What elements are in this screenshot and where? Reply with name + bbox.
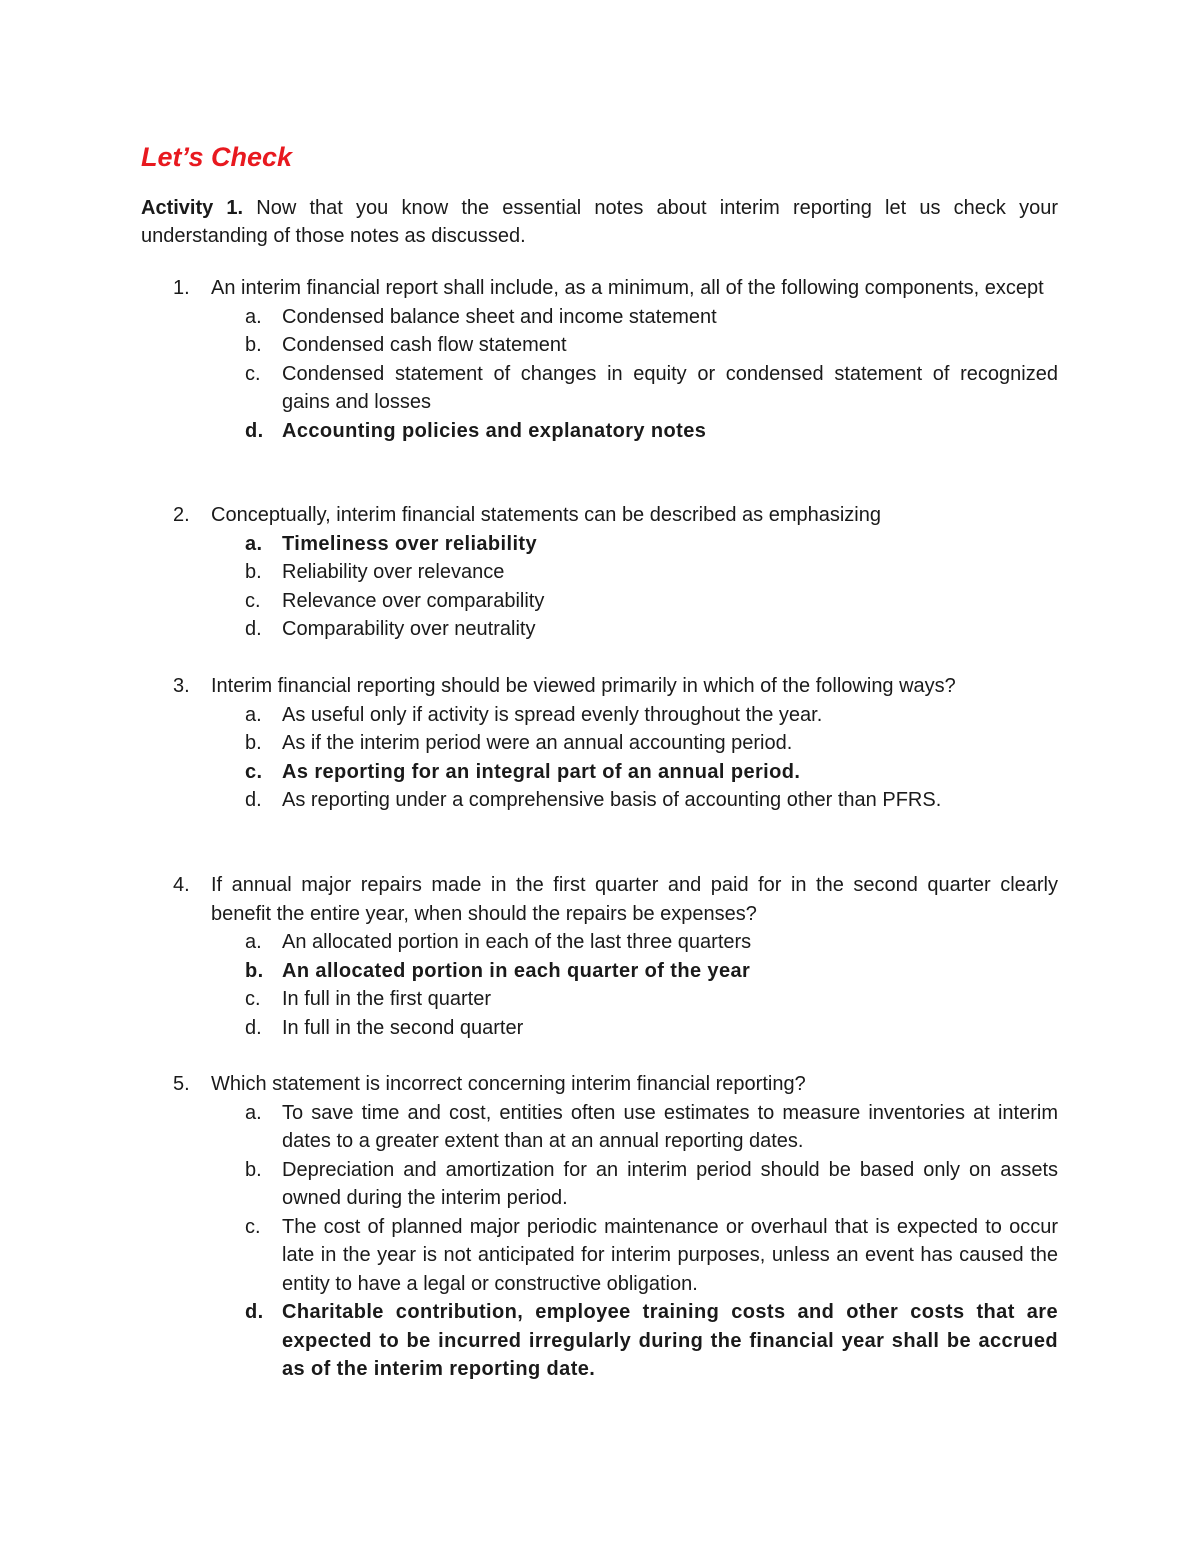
option-text: Timeliness over reliability (282, 532, 537, 555)
option-label: a. (245, 532, 263, 555)
option-label: b. (245, 561, 262, 583)
option-c (245, 985, 1058, 1014)
question-stem (141, 672, 1058, 701)
option-label: b. (245, 1158, 262, 1181)
option-c-answer (245, 758, 1058, 787)
option-label: c. (245, 760, 263, 783)
question-text: An interim financial report shall include, as a minimum, all of the following components, except (211, 277, 1044, 299)
question-stem (141, 501, 1058, 530)
option-label: a. (245, 1101, 262, 1124)
question-number: 4. (173, 874, 190, 896)
option-text: An allocated portion in each of the last three quarters (282, 931, 752, 953)
option-label: d. (245, 789, 262, 811)
option-b (245, 1156, 1058, 1213)
option-b (245, 558, 1058, 587)
option-text: Comparability over neutrality (282, 618, 536, 640)
option-text: Accounting policies and explanatory notes (282, 419, 707, 442)
question-3 (141, 672, 1058, 815)
option-label: d. (245, 1301, 264, 1323)
question-text: Which statement is incorrect concerning interim financial reporting? (211, 1073, 806, 1095)
option-d-answer (245, 1298, 1058, 1384)
option-text: As reporting under a comprehensive basis of accounting other than PFRS. (282, 789, 942, 811)
option-a-answer (245, 530, 1058, 559)
option-label: b. (245, 959, 264, 982)
option-c (245, 1213, 1058, 1299)
option-label: b. (245, 732, 262, 754)
option-d (245, 1014, 1058, 1043)
page-title: Let’s Check (141, 142, 293, 172)
option-c (245, 587, 1058, 616)
option-label: c. (245, 1215, 261, 1238)
option-text: As useful only if activity is spread evenly throughout the year. (282, 703, 823, 726)
question-number: 3. (173, 675, 190, 697)
option-d-answer (245, 417, 1058, 446)
option-label: a. (245, 931, 262, 953)
question-stem (141, 1070, 1058, 1099)
option-text: In full in the second quarter (282, 1016, 524, 1039)
option-label: d. (245, 618, 262, 640)
option-b-answer (245, 957, 1058, 986)
option-text: Condensed cash flow statement (282, 334, 567, 356)
option-text: Condensed statement of changes in equity or condensed statement of recognized gains and losses (282, 362, 1058, 413)
option-c (245, 360, 1058, 417)
option-d (245, 786, 1058, 815)
question-number: 5. (173, 1073, 190, 1095)
question-text: Interim financial reporting should be viewed primarily in which of the following ways? (211, 675, 956, 697)
activity-label: Activity 1. (141, 197, 244, 219)
question-text: Conceptually, interim financial statements can be described as emphasizing (211, 504, 881, 526)
option-label: a. (245, 305, 262, 328)
option-text: Reliability over relevance (282, 561, 505, 583)
option-label: d. (245, 419, 264, 442)
question-1 (141, 274, 1058, 445)
option-label: d. (245, 1016, 262, 1039)
option-text: In full in the first quarter (282, 988, 491, 1010)
option-label: c. (245, 589, 261, 612)
question-4 (141, 871, 1058, 1042)
option-text: As if the interim period were an annual accounting period. (282, 732, 793, 754)
option-label: c. (245, 988, 261, 1010)
option-a (245, 701, 1058, 730)
option-label: b. (245, 334, 262, 356)
option-a (245, 303, 1058, 332)
option-text: The cost of planned major periodic maintenance or overhaul that is expected to occur late in the year is not anticipated for interim purposes, unless an event has caused the entity to have a legal or constructive obligation. (282, 1215, 1058, 1295)
option-text: Charitable contribution, employee training costs and other costs that are expected to be incurred irregularly during the financial year shall be accrued as of the interim reporting date. (282, 1301, 1058, 1380)
option-text: Condensed balance sheet and income statement (282, 305, 717, 328)
option-text: As reporting for an integral part of an annual period. (282, 760, 801, 783)
option-text: Depreciation and amortization for an interim period should be based only on assets owned during the interim period. (282, 1158, 1058, 1209)
activity-intro (141, 194, 1058, 250)
option-d (245, 615, 1058, 644)
option-b (245, 729, 1058, 758)
question-number: 2. (173, 504, 190, 526)
option-a (245, 928, 1058, 957)
option-label: c. (245, 362, 261, 385)
question-2 (141, 501, 1058, 644)
option-text: Relevance over comparability (282, 589, 545, 612)
option-a (245, 1099, 1058, 1156)
option-text: An allocated portion in each quarter of the year (282, 959, 751, 982)
question-stem (141, 871, 1058, 928)
option-b (245, 331, 1058, 360)
option-label: a. (245, 703, 262, 726)
activity-text: Now that you know the essential notes about interim reporting let us check your understanding of those notes as discussed. (141, 197, 1058, 247)
question-stem (141, 274, 1058, 303)
question-5 (141, 1070, 1058, 1384)
option-text: To save time and cost, entities often use estimates to measure inventories at interim dates to a greater extent than at an annual reporting dates. (282, 1101, 1058, 1152)
question-number: 1. (173, 277, 190, 299)
question-text: If annual major repairs made in the first quarter and paid for in the second quarter clearly benefit the entire year, when should the repairs be expenses? (211, 874, 1058, 925)
